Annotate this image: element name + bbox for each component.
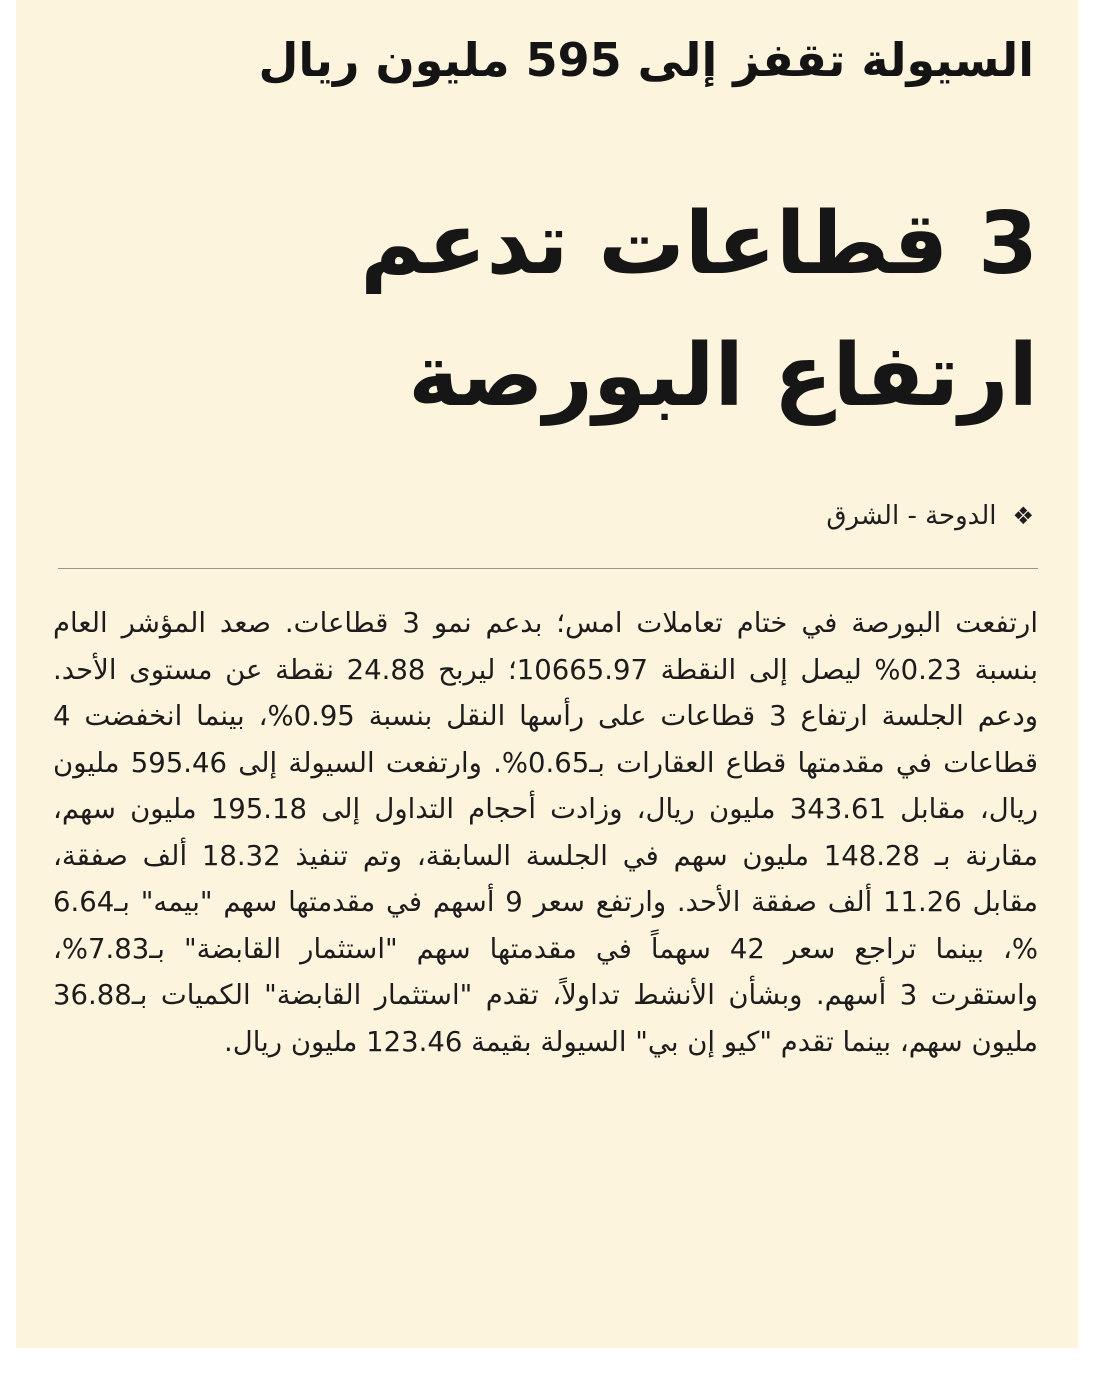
byline <box>826 492 1034 540</box>
newspaper-clipping <box>16 0 1078 1348</box>
article-subtitle: السيولة تقفز إلى 595 مليون ريال <box>258 33 1034 87</box>
byline-text: الدوحة - الشرق <box>826 501 997 531</box>
article-headline: 3 قطاعات تدعم ارتفاع البورصة <box>360 194 1038 426</box>
divider-rule <box>58 568 1038 569</box>
article-body: ارتفعت البورصة في ختام تعاملات امس؛ بدعم نمو 3 قطاعات. صعد المؤشر العام بنسبة 0.23% ليصل إلى النقطة 10665.97؛ ليربح 24.88 نقطة عن مستوى الأحد. ودعم الجلسة ارتفاع 3 قطاعات على رأسها النقل بنسبة 0.95%، بينما انخفضت 4 قطاعات في مقدمتها قطاع العقارات بـ0.65%. وارتفعت السيولة إلى 595.46 مليون ريال، مقابل 343.61 مليون ريال، وزادت أحجام التداول إلى 195.18 مليون سهم، مقارنة بـ 148.28 مليون سهم في الجلسة السابقة، وتم تنفيذ 18.32 ألف صفقة، مقابل 11.26 ألف صفقة الأحد. وارتفع سعر 9 أسهم في مقدمتها سهم "بيمه" بـ6.64 %، بينما تراجع سعر 42 سهماً في مقدمتها سهم "استثمار القابضة" بـ7.83%، واستقرت 3 أسهم. وبشأن الأنشط تداولاً، تقدم "استثمار القابضة" الكميات بـ36.88 مليون سهم، بينما تقدم "كيو إن بي" السيولة بقيمة 123.46 مليون ريال. <box>53 607 1039 1058</box>
diamond-bullet-icon: ❖ <box>1012 502 1034 530</box>
